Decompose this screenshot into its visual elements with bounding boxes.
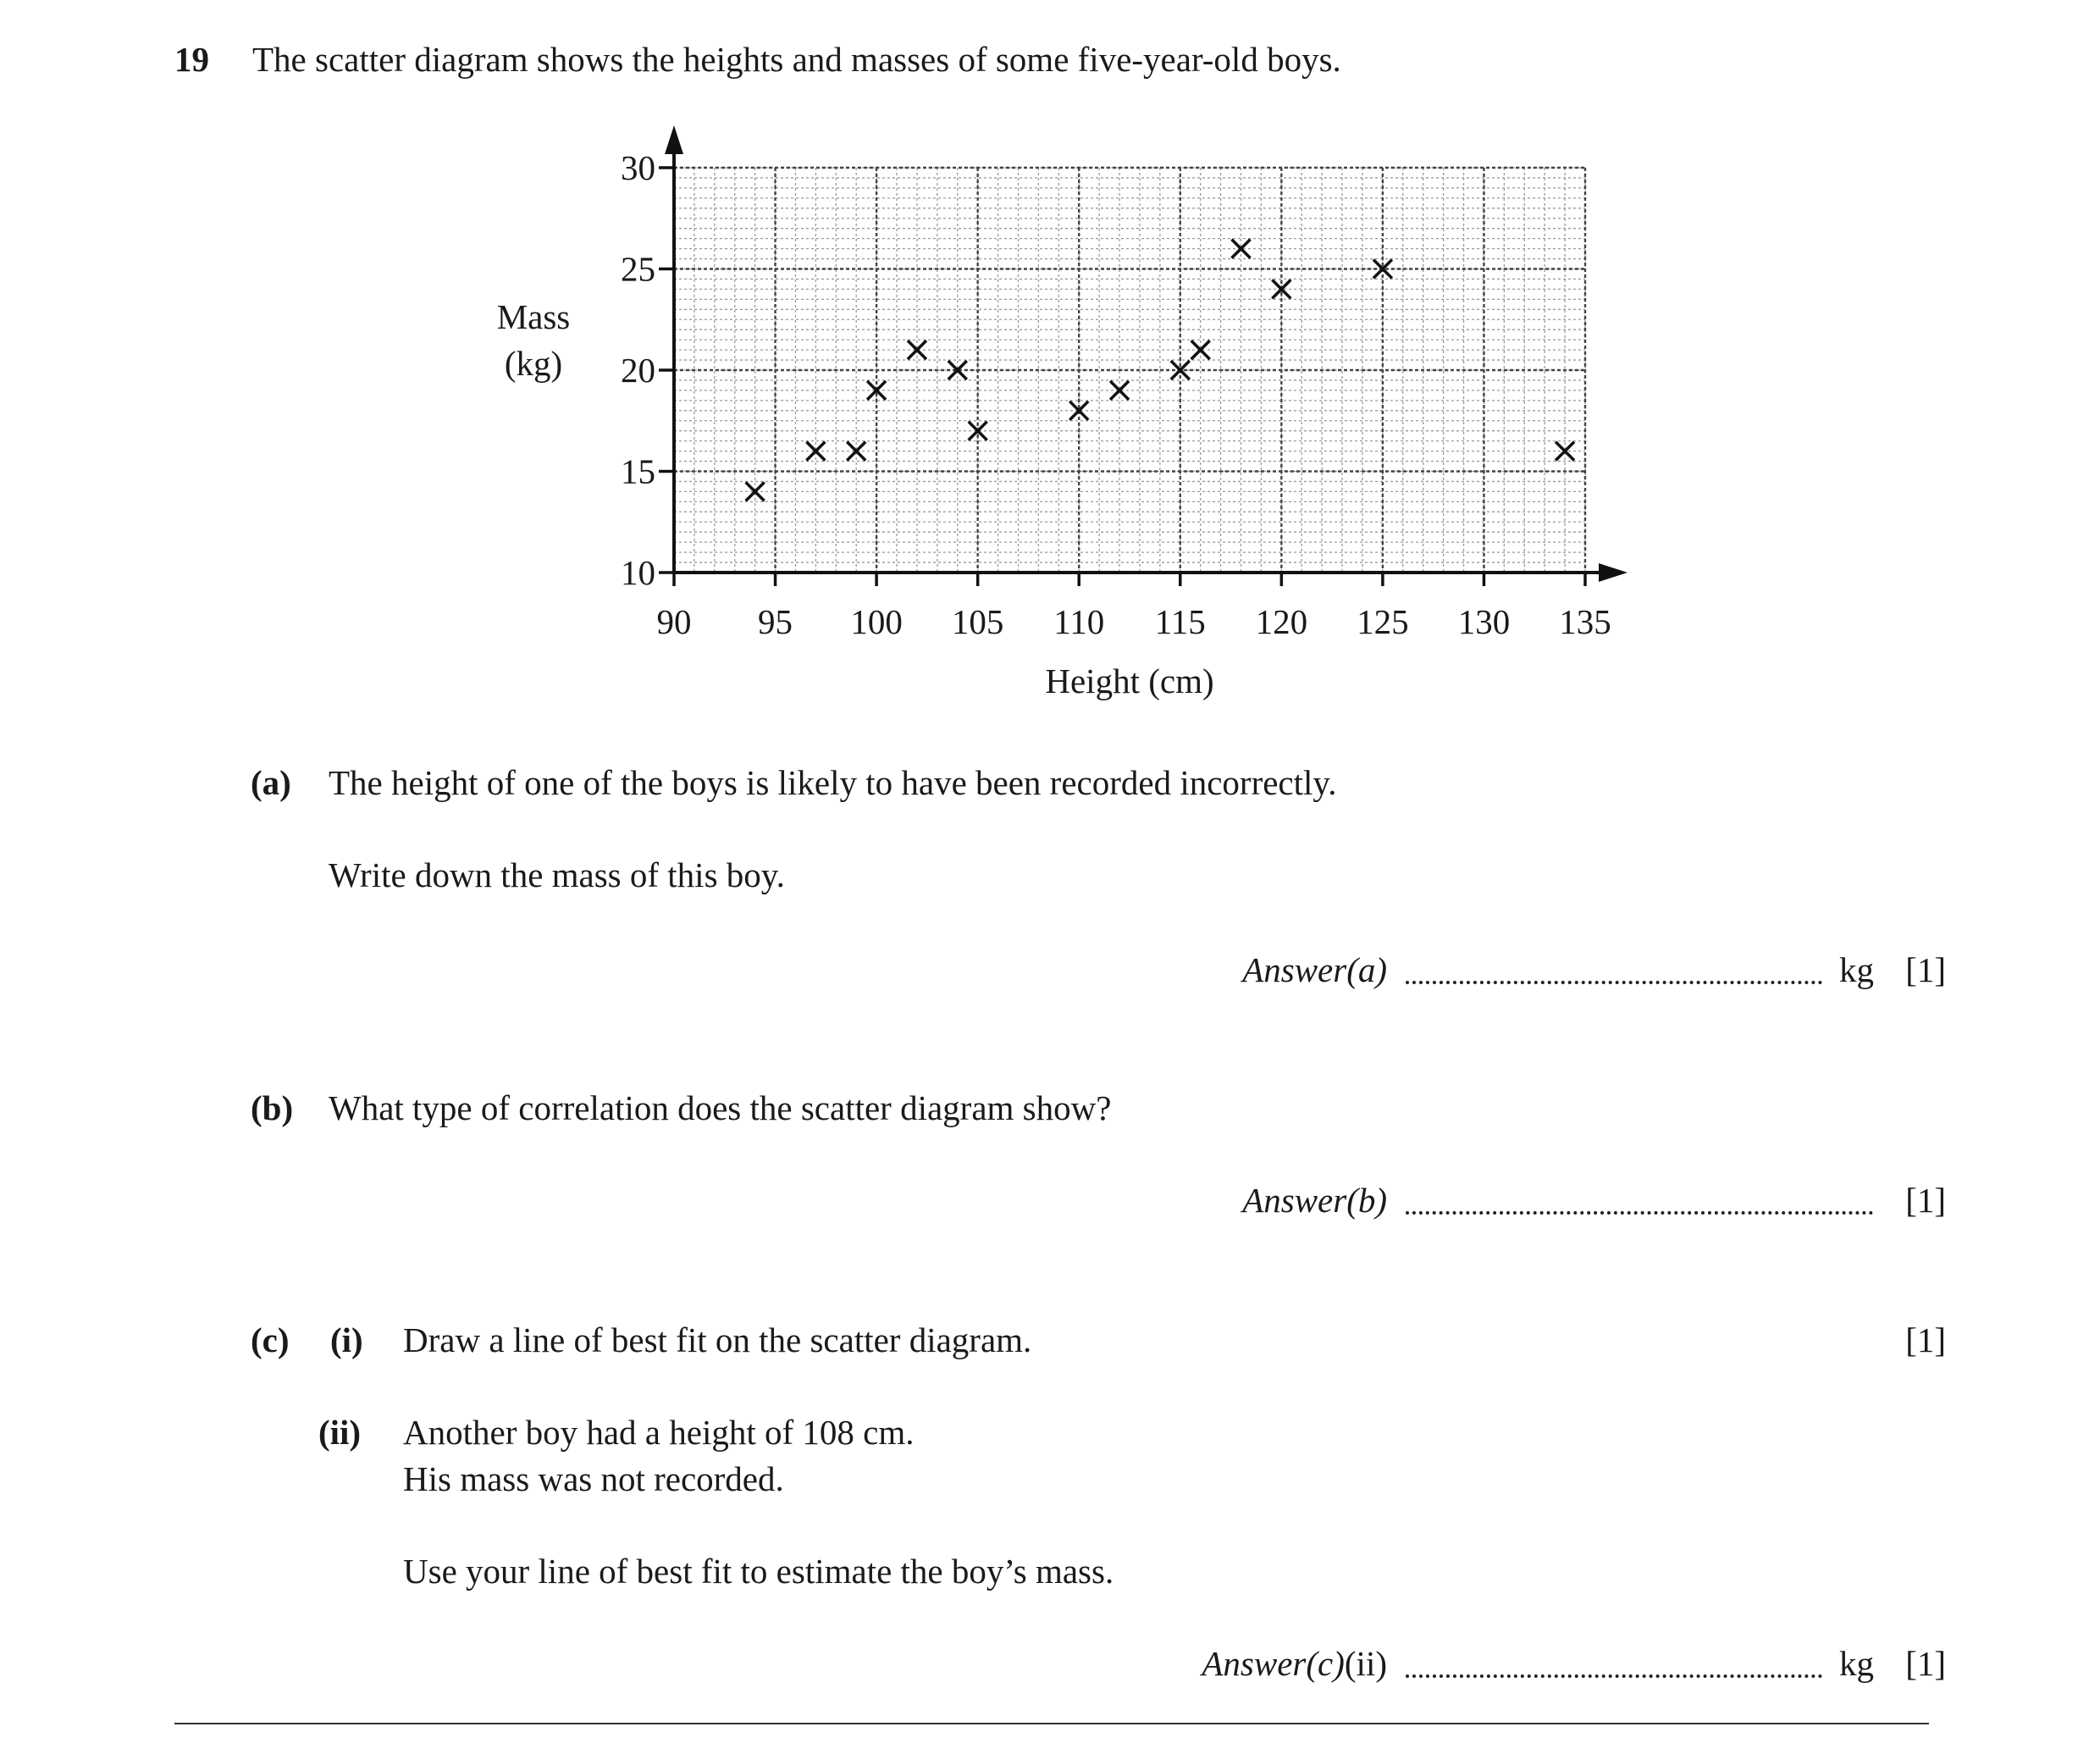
answer-a-unit: kg xyxy=(1839,950,1874,989)
part-c-ii-text3: Use your line of best fit to estimate the boy’s mass. xyxy=(403,1552,1114,1591)
x-axis-arrow-icon xyxy=(1599,563,1628,582)
x-tick-label: 135 xyxy=(1559,602,1611,641)
part-a-text: The height of one of the boys is likely to have been recorded incorrectly. xyxy=(329,763,1337,802)
y-axis-label-line2: (kg) xyxy=(504,344,563,383)
part-c-ii-text1: Another boy had a height of 108 cm. xyxy=(403,1413,915,1452)
answer-c-label-italic: Answer(c) xyxy=(1202,1644,1345,1683)
answer-a-line[interactable] xyxy=(1406,981,1822,984)
answer-c-ii-marks: [1] xyxy=(1905,1644,1946,1683)
answer-c-ii-line[interactable] xyxy=(1406,1674,1822,1678)
x-tick-label: 120 xyxy=(1255,602,1308,641)
question-number: 19 xyxy=(174,40,209,79)
part-c-i-label: (i) xyxy=(330,1320,363,1359)
x-tick-label: 130 xyxy=(1457,602,1511,641)
scatter-diagram xyxy=(0,0,2100,728)
x-tick-label: 110 xyxy=(1053,602,1105,641)
x-tick-label: 95 xyxy=(758,602,793,641)
part-c-ii-text2: His mass was not recorded. xyxy=(403,1459,784,1498)
part-c-i-text: Draw a line of best fit on the scatter diagram. xyxy=(403,1320,1032,1359)
x-tick-label: 125 xyxy=(1357,602,1409,641)
part-a-instruction: Write down the mass of this boy. xyxy=(329,855,785,894)
part-c-label: (c) xyxy=(251,1320,290,1359)
y-tick-label: 25 xyxy=(621,249,655,289)
part-c-i-marks: [1] xyxy=(1905,1320,1946,1359)
y-axis-arrow-icon xyxy=(665,125,683,154)
answer-b-line[interactable] xyxy=(1406,1211,1873,1215)
x-tick-label: 90 xyxy=(656,602,692,641)
answer-a-label: Answer(a) xyxy=(1242,950,1387,989)
part-b-text: What type of correlation does the scatter diagram show? xyxy=(329,1088,1112,1127)
y-tick-label: 15 xyxy=(621,451,655,491)
part-b-label: (b) xyxy=(251,1088,294,1127)
answer-c-label-suffix: (ii) xyxy=(1344,1644,1387,1683)
answer-b-label: Answer(b) xyxy=(1242,1181,1387,1220)
x-tick-label: 105 xyxy=(951,602,1004,641)
answer-b-marks: [1] xyxy=(1905,1181,1946,1220)
y-tick-label: 20 xyxy=(621,351,655,390)
answer-a-marks: [1] xyxy=(1905,950,1946,989)
part-a-label: (a) xyxy=(251,763,291,802)
x-tick-label: 115 xyxy=(1154,602,1206,641)
y-tick-label: 30 xyxy=(621,148,655,187)
x-tick-label: 100 xyxy=(850,602,903,641)
answer-c-ii-unit: kg xyxy=(1839,1644,1874,1683)
bottom-rule xyxy=(174,1723,1929,1724)
x-axis-label: Height (cm) xyxy=(1045,661,1214,700)
part-c-ii-label: (ii) xyxy=(318,1413,362,1452)
y-tick-label: 10 xyxy=(621,553,655,592)
y-axis-label-line1: Mass xyxy=(496,297,571,336)
answer-c-ii-label xyxy=(1016,1644,1387,1683)
question-stem: The scatter diagram shows the heights and masses of some five-year-old boys. xyxy=(252,40,1341,79)
axis-ticks xyxy=(659,168,1585,586)
